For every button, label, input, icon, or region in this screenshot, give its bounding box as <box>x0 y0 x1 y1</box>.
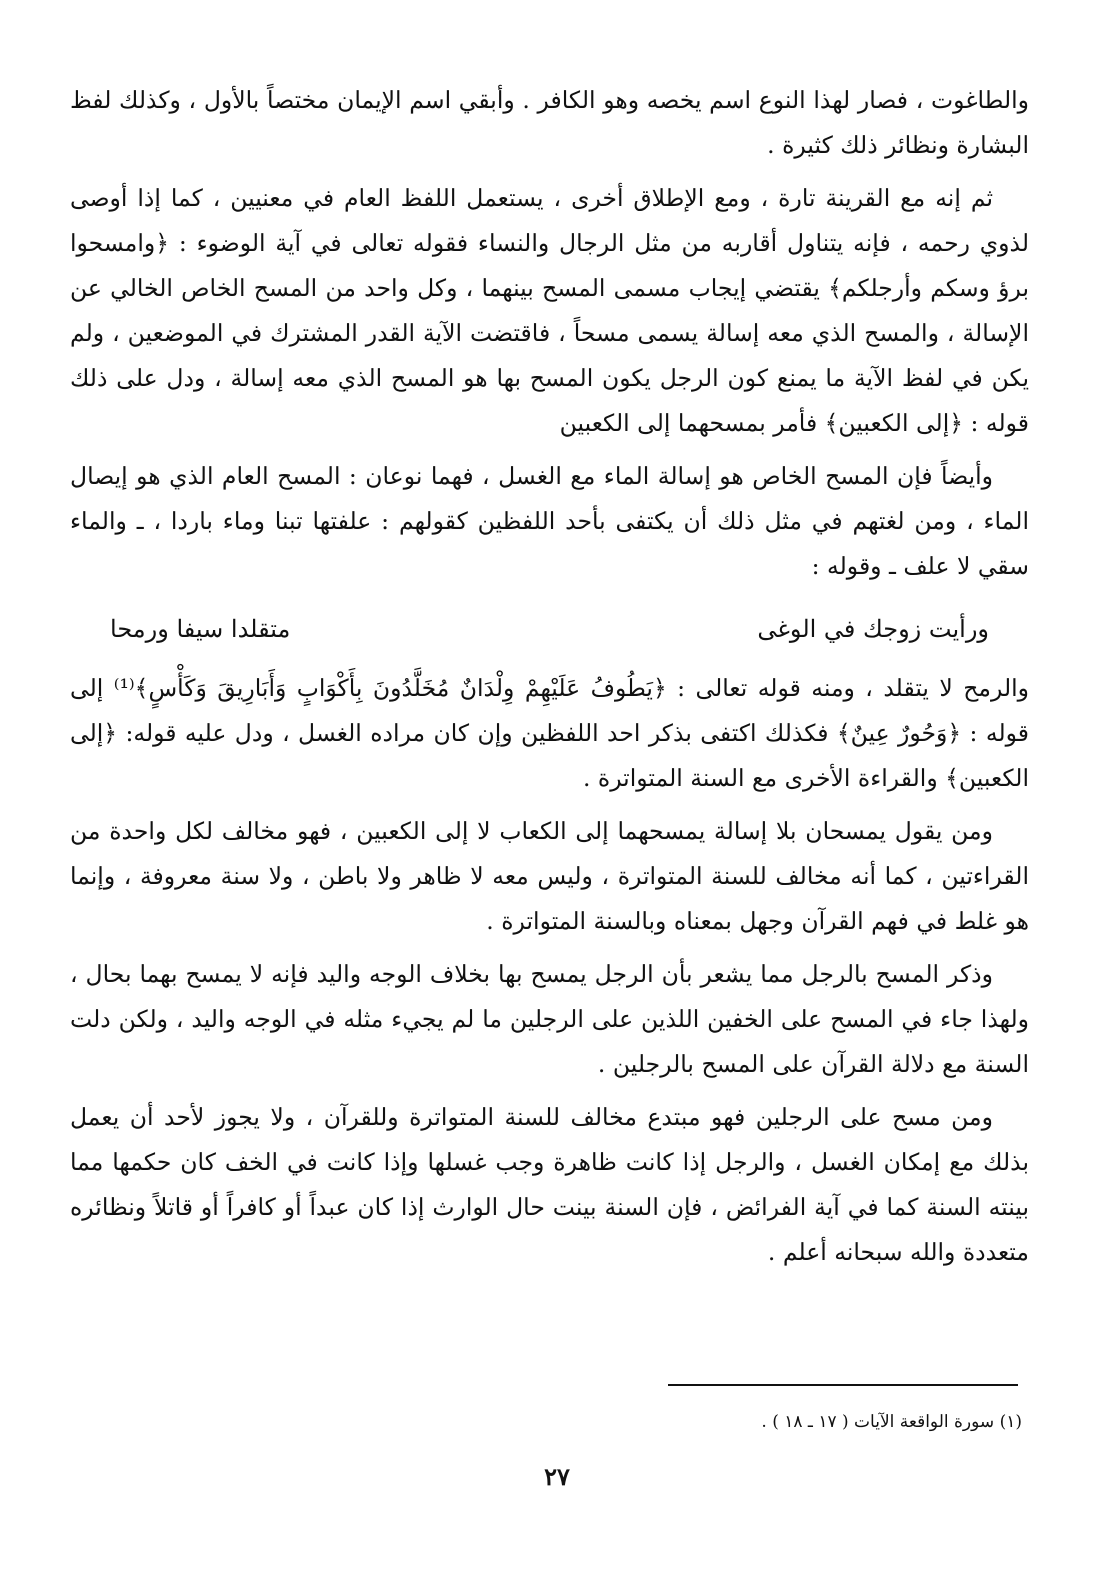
paragraph-6: وذكر المسح بالرجل مما يشعر بأن الرجل يمسح بها بخلاف الوجه واليد فإنه لا يمسح بهما بحال ، ولهذا جاء في المسح على الخفين اللذين على الرجلين ما لم يجيء مثله في الوجه واليد ، ولكن دلت السنة مع دلالة القرآن على المسح بالرجلين . <box>70 960 1029 1078</box>
footnote-divider <box>668 1384 1018 1386</box>
paragraph-5: ومن يقول يمسحان بلا إسالة يمسحهما إلى الكعاب لا إلى الكعبين ، فهو مخالف لكل واحدة من القراءتين ، كما أنه مخالف للسنة المتواترة ، وليس معه لا ظاهر ولا باطن ، ولا سنة معروفة ، وإنما هو غلط في فهم القرآن وجهل بمعناه وبالسنة المتواترة . <box>70 817 1029 935</box>
paragraph-3: وأيضاً فإن المسح الخاص هو إسالة الماء مع الغسل ، فهما نوعان : المسح العام الذي هو إيصال الماء ، ومن لغتهم في مثل ذلك أن يكتفى بأحد اللفظين كقولهم : علفتها تبنا وماء باردا ، ـ والماء سقي لا علف ـ وقوله : <box>70 462 1029 580</box>
paragraph-7: ومن مسح على الرجلين فهو مبتدع مخالف للسنة المتواترة وللقرآن ، ولا يجوز لأحد أن يعمل بذلك مع إمكان الغسل ، والرجل إذا كانت ظاهرة وجب غسلها وإذا كانت في الخف كان حكمها مما بينته السنة كما في آية الفرائض ، فإن السنة بينت حال الوارث إذا كان عبداً أو كافراً أو قاتلاً ونظائره متعددة والله سبحانه أعلم . <box>70 1103 1029 1266</box>
page-body <box>70 78 1029 1283</box>
poetry-verse <box>70 597 1029 666</box>
paragraph-4: والرمح لا يتقلد ، ومنه قوله تعالى : ﴿يَطُوفُ عَلَيْهِمْ وِلْدَانٌ مُخَلَّدُونَ بِأَكْوَابٍ وَأَبَارِيقَ وَكَأْسٍ﴾⁽¹⁾ إلى قوله : ﴿وَحُورٌ عِينٌ﴾ فكذلك اكتفى بذكر احد اللفظين وإن كان مراده الغسل ، ودل عليه قوله: ﴿إلى الكعبين﴾ والقراءة الأخرى مع السنة المتواترة . <box>70 674 1029 792</box>
paragraph-2: ثم إنه مع القرينة تارة ، ومع الإطلاق أخرى ، يستعمل اللفظ العام في معنيين ، كما إذا أوصى لذوي رحمه ، فإنه يتناول أقاربه من مثل الرجال والنساء فقوله تعالى في آية الوضوء : ﴿وامسحوا برؤ وسكم وأرجلكم﴾ يقتضي إيجاب مسمى المسح بينهما ، وكل واحد من المسح الخاص الخالي عن الإسالة ، والمسح الذي معه إسالة يسمى مسحاً ، فاقتضت الآية القدر المشترك في الموضعين ، ولم يكن في لفظ الآية ما يمنع كون الرجل يكون المسح بها هو المسح الذي معه إسالة ، ودل على ذلك قوله : ﴿إلى الكعبين﴾ فأمر بمسحهما إلى الكعبين <box>70 184 1029 437</box>
page-number: ٢٧ <box>544 1462 570 1491</box>
paragraph-1: والطاغوت ، فصار لهذا النوع اسم يخصه وهو الكافر . وأبقي اسم الإيمان مختصاً بالأول ، وكذلك لفظ البشارة ونظائر ذلك كثيرة . <box>70 86 1029 159</box>
verse-second-half: متقلدا سيفا ورمحا <box>110 615 291 643</box>
footnote: (١) سورة الواقعة الآيات ( ١٧ ـ ١٨ ) . <box>761 1412 1022 1432</box>
verse-first-half: ورأيت زوجك في الوغى <box>757 615 989 643</box>
